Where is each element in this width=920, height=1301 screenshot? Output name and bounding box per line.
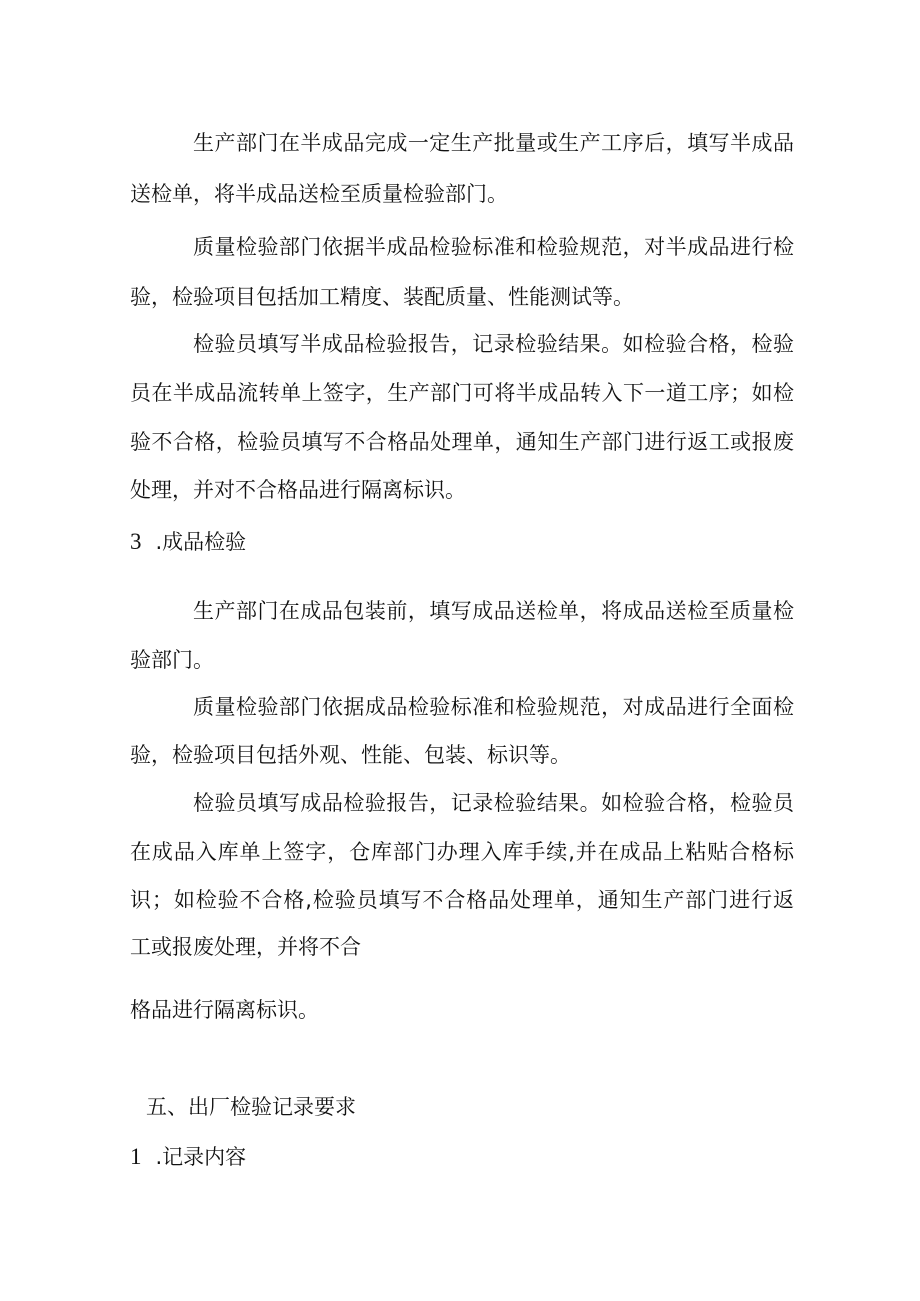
heading-text: .成品检验 <box>155 530 247 554</box>
section-heading-record-content <box>130 1143 246 1171</box>
paragraph-1-line-1: 生产部门在半成品完成一定生产批量或生产工序后，填写半成品 <box>193 131 794 155</box>
paragraph-6-line-2: 在成品入库单上签字，仓库部门办理入库手续,并在成品上粘贴合格标 <box>130 840 794 864</box>
paragraph-3-line-1: 检验员填写半成品检验报告，记录检验结果。如检验合格，检验 <box>193 332 794 356</box>
paragraph-2-line-1: 质量检验部门依据半成品检验标准和检验规范，对半成品进行检 <box>193 235 794 259</box>
paragraph-5-line-2: 验，检验项目包括外观、性能、包装、标识等。 <box>130 743 571 767</box>
heading-text: .记录内容 <box>155 1145 247 1169</box>
section-heading-finished-product-inspection <box>130 528 246 556</box>
heading-number: 1 <box>130 1144 142 1169</box>
paragraph-5-line-1: 质量检验部门依据成品检验标准和检验规范，对成品进行全面检 <box>193 695 794 719</box>
paragraph-6-line-4: 工或报废处理，并将不合 <box>130 935 361 959</box>
paragraph-4-line-2: 验部门。 <box>130 648 214 672</box>
paragraph-6-line-1: 检验员填写成品检验报告，记录检验结果。如检验合格，检验员 <box>193 791 794 815</box>
paragraph-3-line-4: 处理，并对不合格品进行隔离标识。 <box>130 478 466 502</box>
paragraph-2-line-2: 验，检验项目包括加工精度、装配质量、性能测试等。 <box>130 285 634 309</box>
section-heading-outgoing-inspection-records: 五、出厂检验记录要求 <box>146 1095 356 1119</box>
paragraph-6-line-5: 格品进行隔离标识。 <box>130 998 319 1022</box>
paragraph-3-line-3: 验不合格，检验员填写不合格品处理单，通知生产部门进行返工或报废 <box>130 430 794 454</box>
paragraph-4-line-1: 生产部门在成品包装前，填写成品送检单，将成品送检至质量检 <box>193 599 794 623</box>
paragraph-1-line-2: 送检单，将半成品送检至质量检验部门。 <box>130 182 508 206</box>
paragraph-3-line-2: 员在半成品流转单上签字，生产部门可将半成品转入下一道工序；如检 <box>130 381 794 405</box>
heading-number: 3 <box>130 529 142 554</box>
paragraph-6-line-3: 识；如检验不合格,检验员填写不合格品处理单，通知生产部门进行返 <box>130 888 794 912</box>
